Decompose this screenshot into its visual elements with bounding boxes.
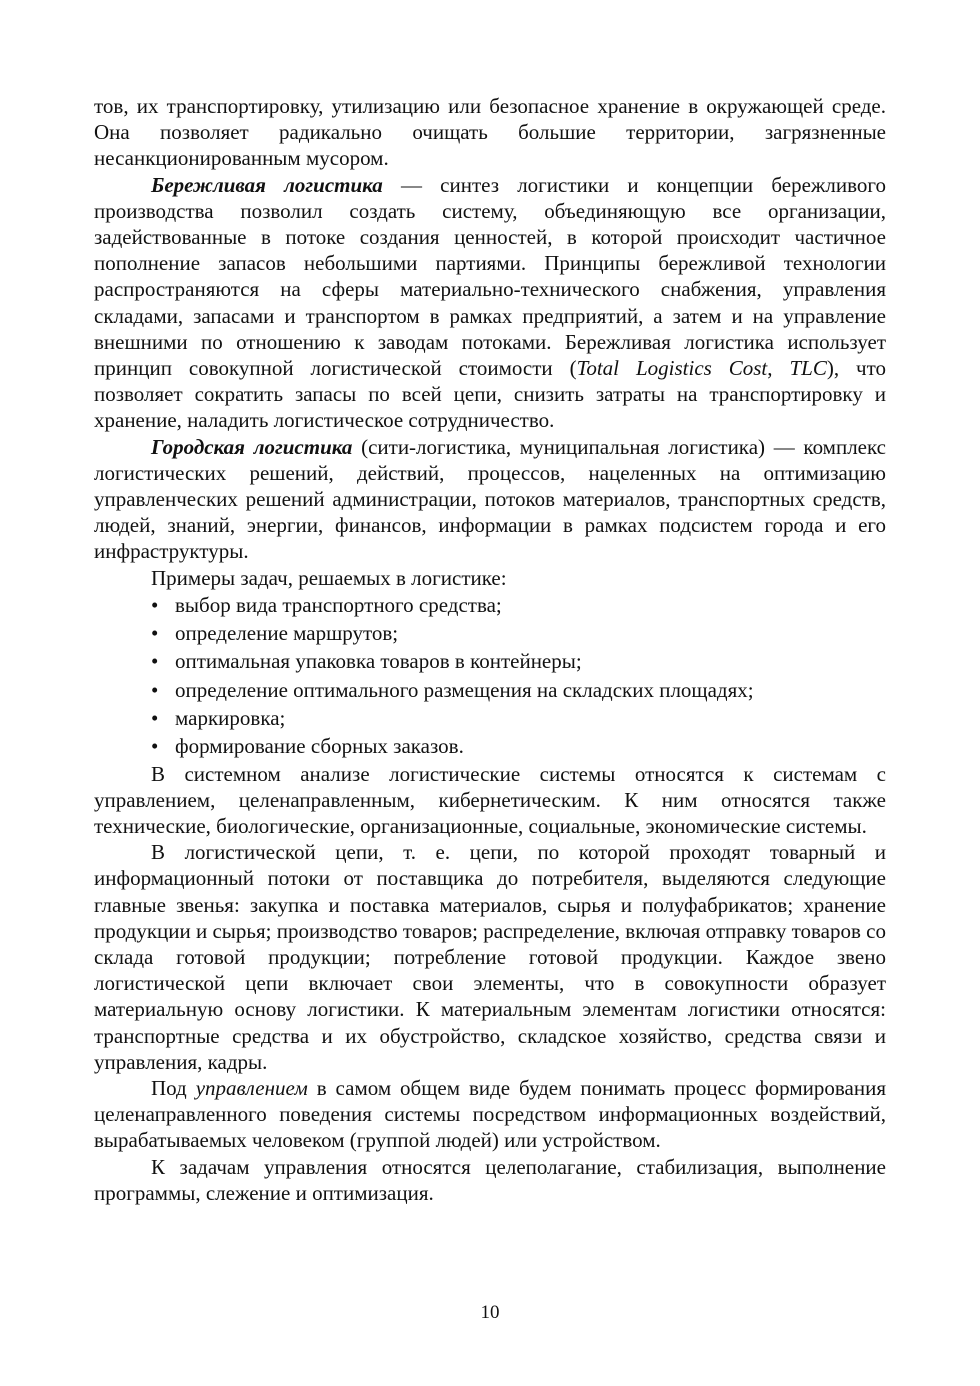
page-number: 10 — [480, 1302, 500, 1323]
management-text-b: в самом общем виде будем понимать процесс формирования целенаправленного поведения системы посредством информационных воздействий, вырабатываемых человеком (группой людей) или устройством. — [94, 1076, 886, 1153]
paragraph-waste-logistics-end: тов, их транспортировку, утилизацию или безопасное хранение в окружающей среде. Она позволяет радикально очищать большие территории, загрязненные несанкционированным мусором. — [94, 94, 886, 171]
paragraph-city-logistics — [94, 434, 886, 565]
paragraph-tasks-intro: Примеры задач, решаемых в логистике: — [151, 565, 507, 590]
term-total-logistics-cost: Total Logistics Cost — [576, 356, 768, 381]
term-management: управлением — [195, 1076, 308, 1101]
term-city-logistics: Городская логистика — [151, 434, 353, 459]
list-item: • оптимальная упаковка товаров в контейнеры; — [151, 647, 886, 675]
term-lean-logistics: Бережливая логистика — [151, 172, 383, 197]
list-item: • формирование сборных заказов. — [151, 732, 886, 760]
term-tlc: TLC — [789, 356, 827, 381]
page-body — [94, 93, 886, 1206]
management-text-a: Под — [151, 1076, 196, 1101]
tasks-list — [94, 591, 886, 761]
lean-logistics-text-c: ), что позволяет сократить запасы по всей цепи, снизить затраты на транспортировку и хранение, наладить логистическое сотрудничество. — [94, 356, 886, 433]
paragraph-lean-logistics — [94, 172, 886, 434]
paragraph-logistics-chain: В логистической цепи, т. е. цепи, по которой проходят товарный и информационный потоки от поставщика до потребителя, выделяются следующие главные звенья: закупка и поставка материалов, сырья и полуфабрикатов; хранение продукции и сырья; производство товаров; распределение, включая отправку товаров со склада готовой продукции; потребление готовой продукции. Каждое звено логистической цепи включает свои элементы, что в совокупности образует материальную основу логистики. К материальным элементам логистики относятся: транспортные средства и их обустройство, складское хозяйство, средства связи и управления, кадры. — [94, 840, 886, 1074]
lean-logistics-text-a: — синтез логистики и концепции бережливого производства позволил создать систему, объединяющую все организации, задействованные в потоке создания ценностей, в которой происходит частичное пополнение запасов небольшими партиями. Принципы бережливой технологии распространяются на сферы материально-технического снабжения, управления складами, запасами и транспортом в рамках предприятий, а затем и на управление внешними по отношению к заводам потоками. Бережливая логистика использует принцип совокупной логистической стоимости ( — [94, 172, 886, 381]
paragraph-system-analysis: В системном анализе логистические системы относятся к системам с управлением, целенаправленным, кибернетическим. К ним относятся также технические, биологические, организационные, социальные, экономические системы. — [94, 761, 886, 839]
list-item: • выбор вида транспортного средства; — [151, 591, 886, 619]
lean-logistics-text-b: , — [767, 356, 790, 381]
city-logistics-text: (сити-логистика, муниципальная логистика) — комплекс логистических решений, действий, процессов, нацеленных на оптимизацию управленческих решений администрации, потоков материалов, транспортных средств, людей, знаний, энергии, финансов, информации в рамках подсистем города и его инфраструктуры. — [94, 434, 886, 564]
paragraph-management-definition — [94, 1075, 886, 1154]
list-item: • маркировка; — [151, 704, 886, 732]
list-item: • определение оптимального размещения на складских площадях; — [151, 676, 886, 704]
list-item: • определение маршрутов; — [151, 619, 886, 647]
paragraph-management-tasks: К задачам управления относятся целеполагание, стабилизация, выполнение программы, слежение и оптимизация. — [94, 1154, 886, 1205]
